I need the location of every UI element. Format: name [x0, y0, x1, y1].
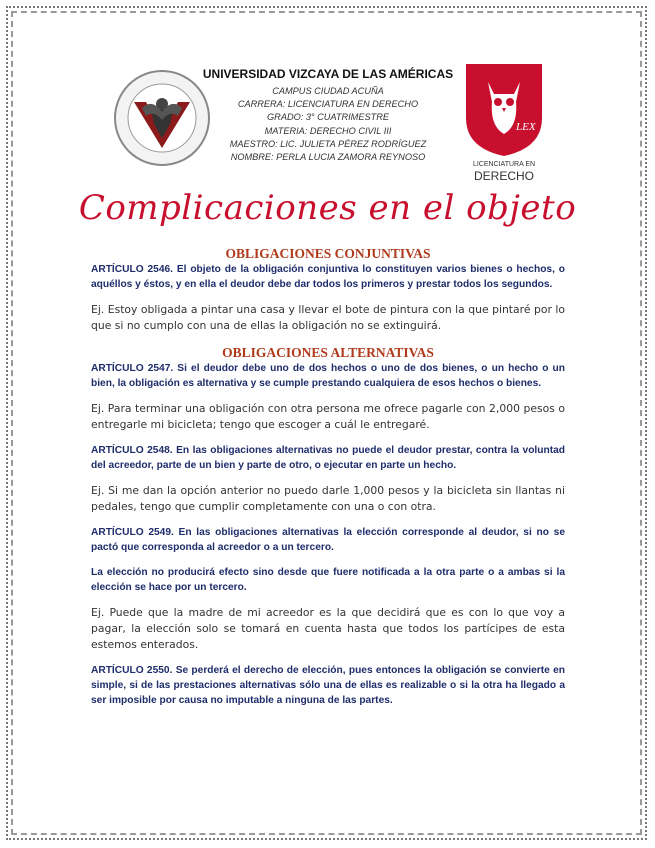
campus-line: CAMPUS CIUDAD ACUÑA	[272, 86, 384, 96]
example-2: Ej. Para terminar una obligación con otra persona me ofrece pagarle con 2,000 pesos o entregarle mi bicicleta; tengo que escoger a cuál le entregaré.	[91, 402, 565, 431]
example-4: Ej. Puede que la madre de mi acreedor es la que decidirá que es con lo que voy a pagar, la elección solo se tomará en cuenta hasta que todos los partícipes de esta estemos enterados.	[91, 606, 565, 651]
lex-badge: LEX	[516, 121, 536, 133]
document-title: Complicaciones en el objeto	[78, 188, 577, 228]
section-heading-alternativas: OBLIGACIONES ALTERNATIVAS	[222, 345, 434, 360]
header-details	[200, 85, 456, 164]
article-2549-continuation: La elección no producirá efecto sino desde que fuere notificada a la otra parte o a ambas si la elección se hace por un tercero.	[91, 567, 565, 593]
subject-line: MATERIA: DERECHO CIVIL III	[264, 125, 392, 136]
article-2548: ARTÍCULO 2548. En las obligaciones alternativas no puede el deudor prestar, contra la voluntad del acreedor, parte de un bien y parte de otro, o ejecutar en parte un hecho.	[91, 445, 565, 471]
lex-line2: DERECHO	[473, 169, 535, 183]
article-2546: ARTÍCULO 2546. El objeto de la obligación conjuntiva lo constituyen varios bienes o hechos, o aquéllos y éstos, y en ella el deudor debe dar todos los primeros y prestar todos los segundos.	[91, 264, 565, 290]
grade-line: GRADO: 3° CUATRIMESTRE	[267, 112, 389, 123]
lex-line1: LICENCIATURA EN	[472, 161, 536, 168]
article-2549: ARTÍCULO 2549. En las obligaciones alternativas la elección corresponde al deudor, si no se pactó que corresponda al acreedor o a un tercero.	[91, 527, 565, 553]
document-header	[0, 60, 655, 190]
example-1: Ej. Estoy obligada a pintar una casa y llevar el bote de pintura con la que pintaré por lo que si no cumplo con una de ellas la obligación no se extinguirá.	[91, 303, 565, 332]
section-heading-conjuntivas: OBLIGACIONES CONJUNTIVAS	[225, 246, 431, 261]
student-line: NOMBRE: PERLA LUCIA ZAMORA REYNOSO	[230, 152, 426, 163]
career-line: CARRERA: LICENCIATURA EN DERECHO	[237, 99, 419, 110]
document-body	[91, 245, 565, 718]
lex-logo	[458, 60, 550, 184]
university-name: UNIVERSIDAD VIZCAYA DE LAS AMÉRICAS	[202, 67, 454, 81]
article-2547: ARTÍCULO 2547. Si el deudor debe uno de dos hechos o uno de dos bienes, o un hecho o un bien, la obligación es alternativa y se cumple prestando cualquiera de esos hechos o bienes.	[91, 363, 565, 389]
example-3: Ej. Si me dan la opción anterior no puedo darle 1,000 pesos y la bicicleta sin llantas ni pedales, tengo que cumplir completamente con una o con otra.	[91, 484, 565, 513]
teacher-line: MAESTRO: LIC. JULIETA PÉREZ RODRÍGUEZ	[229, 138, 427, 149]
university-seal-logo	[112, 68, 212, 168]
article-2550: ARTÍCULO 2550. Se perderá el derecho de elección, pues entonces la obligación se convierte en simple, si de las prestaciones alternativas sólo una de ellas es realizable o si la otra ha llegado a ser imposible por causa no imputable a ninguna de las partes.	[91, 665, 565, 706]
